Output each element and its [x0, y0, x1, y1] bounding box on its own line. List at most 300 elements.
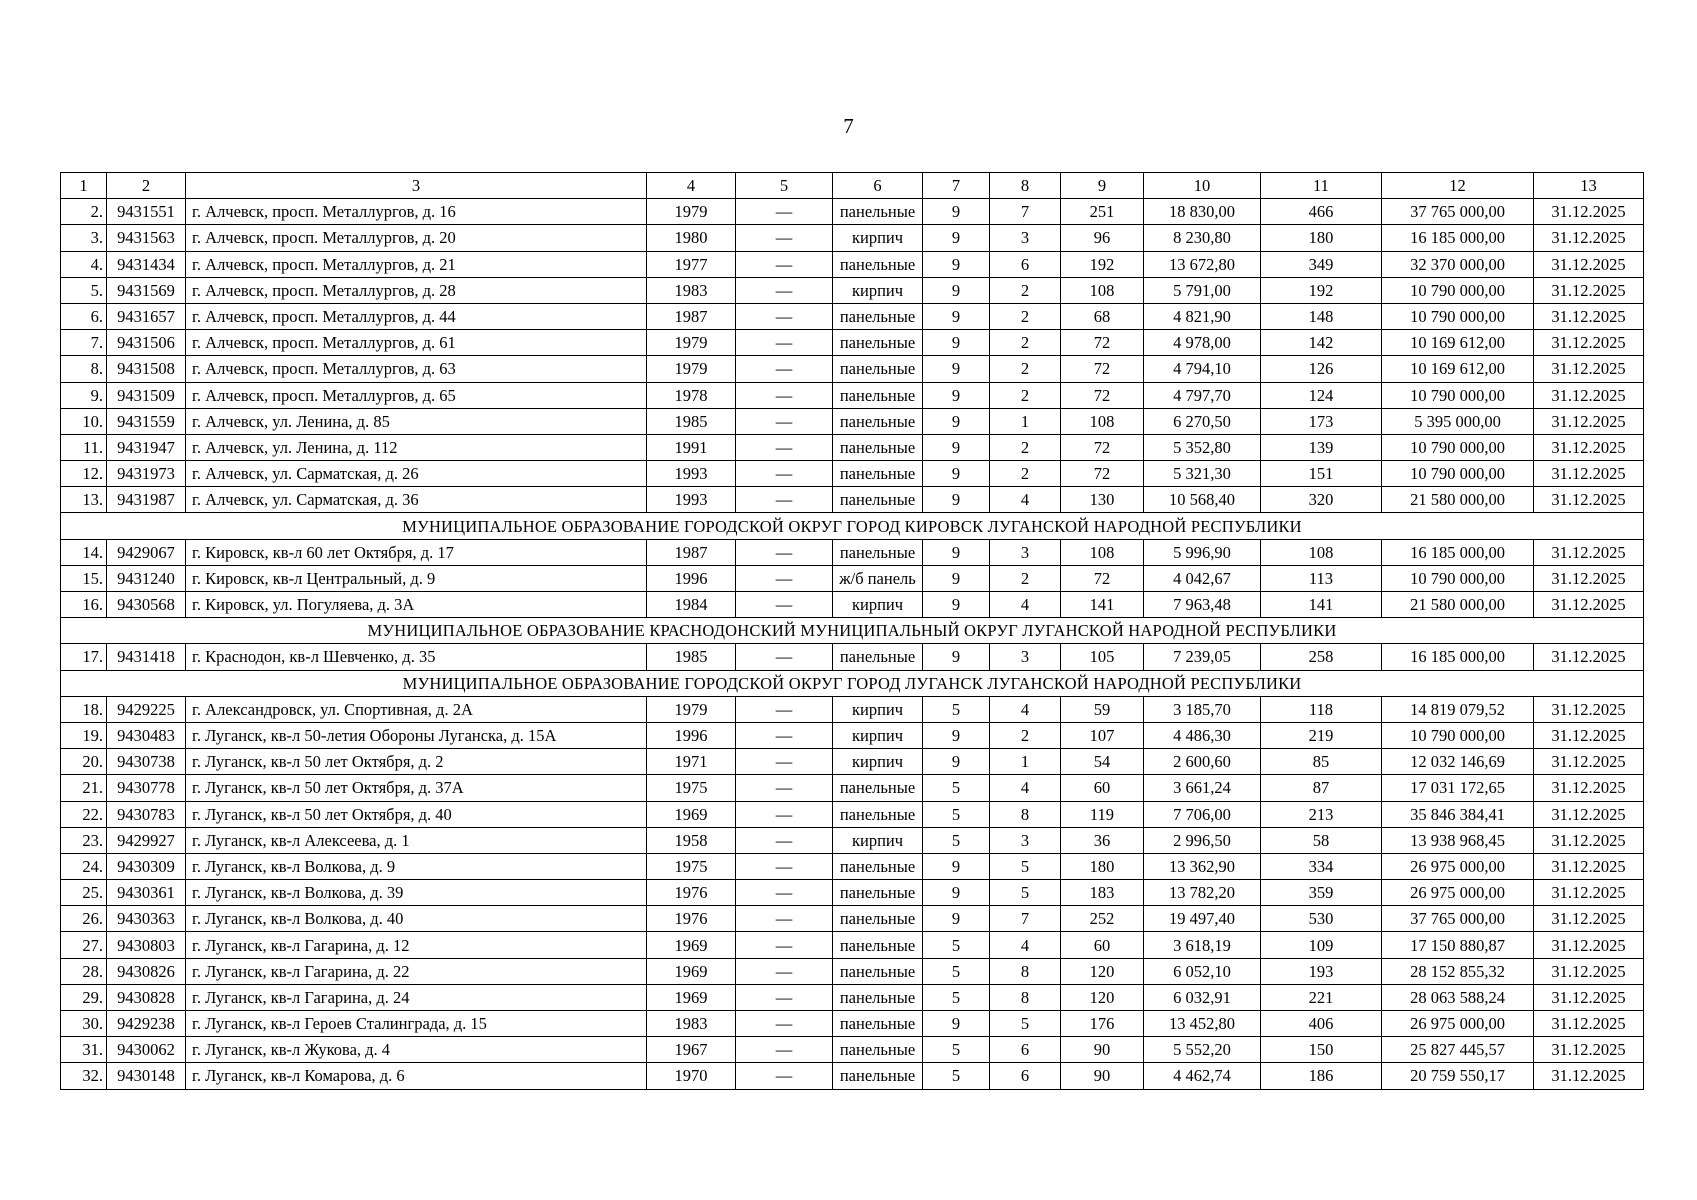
cell-col-5-dash: —	[736, 801, 833, 827]
cell-area: 2 996,50	[1144, 827, 1261, 853]
cell-year-built: 1979	[647, 330, 736, 356]
cell-entrances: 7	[990, 199, 1061, 225]
cell-entrances: 6	[990, 1037, 1061, 1063]
column-header-5: 5	[736, 173, 833, 199]
cell-address: г. Алчевск, просп. Металлургов, д. 61	[186, 330, 647, 356]
table-row	[61, 592, 1644, 618]
cell-entrances: 2	[990, 356, 1061, 382]
cell-deadline: 31.12.2025	[1534, 330, 1644, 356]
section-row	[61, 670, 1644, 696]
cell-cost: 16 185 000,00	[1382, 644, 1534, 670]
cell-address: г. Луганск, кв-л Волкова, д. 39	[186, 880, 647, 906]
cell-entrances: 1	[990, 749, 1061, 775]
cell-area: 4 797,70	[1144, 382, 1261, 408]
cell-deadline: 31.12.2025	[1534, 644, 1644, 670]
cell-cost: 12 032 146,69	[1382, 749, 1534, 775]
cell-residents: 219	[1261, 722, 1382, 748]
table-row	[61, 199, 1644, 225]
cell-deadline: 31.12.2025	[1534, 565, 1644, 591]
cell-col-5-dash: —	[736, 277, 833, 303]
section-title: МУНИЦИПАЛЬНОЕ ОБРАЗОВАНИЕ КРАСНОДОНСКИЙ МУНИЦИПАЛЬНЫЙ ОКРУГ ЛУГАНСКОЙ НАРОДНОЙ РЕСПУБЛИКИ	[61, 618, 1644, 644]
cell-address: г. Алчевск, просп. Металлургов, д. 63	[186, 356, 647, 382]
cell-cost: 21 580 000,00	[1382, 487, 1534, 513]
table-row	[61, 434, 1644, 460]
cell-wall-material: панельные	[833, 880, 923, 906]
cell-object-id: 9431559	[107, 408, 186, 434]
cell-entrances: 2	[990, 330, 1061, 356]
cell-apartments: 108	[1061, 408, 1144, 434]
cell-apartments: 176	[1061, 1011, 1144, 1037]
cell-deadline: 31.12.2025	[1534, 853, 1644, 879]
cell-col-5-dash: —	[736, 434, 833, 460]
cell-object-id: 9430361	[107, 880, 186, 906]
cell-col-5-dash: —	[736, 775, 833, 801]
cell-area: 7 239,05	[1144, 644, 1261, 670]
cell-address: г. Алчевск, просп. Металлургов, д. 28	[186, 277, 647, 303]
cell-deadline: 31.12.2025	[1534, 749, 1644, 775]
cell-cost: 21 580 000,00	[1382, 592, 1534, 618]
cell-floors: 5	[923, 984, 990, 1010]
cell-apartments: 60	[1061, 932, 1144, 958]
section-row	[61, 618, 1644, 644]
cell-entrances: 3	[990, 539, 1061, 565]
cell-row-number: 8.	[61, 356, 107, 382]
cell-col-5-dash: —	[736, 382, 833, 408]
cell-apartments: 141	[1061, 592, 1144, 618]
column-header-11: 11	[1261, 173, 1382, 199]
cell-residents: 118	[1261, 696, 1382, 722]
cell-wall-material: панельные	[833, 984, 923, 1010]
cell-wall-material: кирпич	[833, 722, 923, 748]
cell-row-number: 12.	[61, 461, 107, 487]
cell-residents: 113	[1261, 565, 1382, 591]
cell-address: г. Луганск, кв-л Героев Сталинграда, д. 15	[186, 1011, 647, 1037]
cell-row-number: 19.	[61, 722, 107, 748]
cell-entrances: 2	[990, 382, 1061, 408]
cell-row-number: 11.	[61, 434, 107, 460]
cell-area: 6 052,10	[1144, 958, 1261, 984]
cell-address: г. Алчевск, просп. Металлургов, д. 21	[186, 251, 647, 277]
cell-year-built: 1969	[647, 984, 736, 1010]
cell-area: 4 042,67	[1144, 565, 1261, 591]
cell-row-number: 23.	[61, 827, 107, 853]
cell-residents: 349	[1261, 251, 1382, 277]
cell-floors: 9	[923, 749, 990, 775]
cell-col-5-dash: —	[736, 984, 833, 1010]
cell-apartments: 252	[1061, 906, 1144, 932]
cell-col-5-dash: —	[736, 199, 833, 225]
cell-floors: 9	[923, 199, 990, 225]
cell-residents: 58	[1261, 827, 1382, 853]
cell-wall-material: кирпич	[833, 696, 923, 722]
cell-deadline: 31.12.2025	[1534, 277, 1644, 303]
cell-entrances: 2	[990, 434, 1061, 460]
cell-area: 4 978,00	[1144, 330, 1261, 356]
cell-cost: 20 759 550,17	[1382, 1063, 1534, 1089]
cell-deadline: 31.12.2025	[1534, 199, 1644, 225]
table-row	[61, 853, 1644, 879]
cell-col-5-dash: —	[736, 1011, 833, 1037]
cell-object-id: 9430826	[107, 958, 186, 984]
cell-residents: 466	[1261, 199, 1382, 225]
cell-cost: 10 790 000,00	[1382, 382, 1534, 408]
cell-apartments: 183	[1061, 880, 1144, 906]
cell-residents: 139	[1261, 434, 1382, 460]
cell-deadline: 31.12.2025	[1534, 984, 1644, 1010]
cell-address: г. Луганск, кв-л Гагарина, д. 22	[186, 958, 647, 984]
cell-address: г. Луганск, кв-л Волкова, д. 40	[186, 906, 647, 932]
cell-entrances: 3	[990, 644, 1061, 670]
cell-object-id: 9430363	[107, 906, 186, 932]
section-title: МУНИЦИПАЛЬНОЕ ОБРАЗОВАНИЕ ГОРОДСКОЙ ОКРУГ ГОРОД ЛУГАНСК ЛУГАНСКОЙ НАРОДНОЙ РЕСПУБЛИКИ	[61, 670, 1644, 696]
cell-apartments: 54	[1061, 749, 1144, 775]
cell-wall-material: панельные	[833, 356, 923, 382]
cell-year-built: 1983	[647, 1011, 736, 1037]
cell-col-5-dash: —	[736, 330, 833, 356]
cell-floors: 9	[923, 356, 990, 382]
cell-object-id: 9431569	[107, 277, 186, 303]
cell-area: 4 486,30	[1144, 722, 1261, 748]
cell-deadline: 31.12.2025	[1534, 461, 1644, 487]
cell-floors: 9	[923, 277, 990, 303]
cell-year-built: 1985	[647, 644, 736, 670]
cell-object-id: 9431973	[107, 461, 186, 487]
cell-residents: 148	[1261, 303, 1382, 329]
table-row	[61, 749, 1644, 775]
cell-area: 4 821,90	[1144, 303, 1261, 329]
cell-row-number: 21.	[61, 775, 107, 801]
cell-entrances: 2	[990, 461, 1061, 487]
cell-cost: 37 765 000,00	[1382, 199, 1534, 225]
cell-cost: 26 975 000,00	[1382, 1011, 1534, 1037]
cell-wall-material: панельные	[833, 461, 923, 487]
cell-residents: 108	[1261, 539, 1382, 565]
cell-deadline: 31.12.2025	[1534, 487, 1644, 513]
cell-cost: 10 790 000,00	[1382, 277, 1534, 303]
cell-row-number: 3.	[61, 225, 107, 251]
cell-row-number: 28.	[61, 958, 107, 984]
table-row	[61, 1011, 1644, 1037]
cell-year-built: 1967	[647, 1037, 736, 1063]
housing-table	[60, 172, 1644, 1090]
cell-deadline: 31.12.2025	[1534, 408, 1644, 434]
cell-deadline: 31.12.2025	[1534, 1037, 1644, 1063]
cell-address: г. Луганск, кв-л Гагарина, д. 12	[186, 932, 647, 958]
column-header-10: 10	[1144, 173, 1261, 199]
cell-residents: 142	[1261, 330, 1382, 356]
cell-cost: 16 185 000,00	[1382, 539, 1534, 565]
table-row	[61, 408, 1644, 434]
cell-deadline: 31.12.2025	[1534, 592, 1644, 618]
cell-wall-material: панельные	[833, 853, 923, 879]
cell-residents: 126	[1261, 356, 1382, 382]
cell-cost: 28 063 588,24	[1382, 984, 1534, 1010]
cell-row-number: 22.	[61, 801, 107, 827]
cell-col-5-dash: —	[736, 853, 833, 879]
cell-apartments: 36	[1061, 827, 1144, 853]
cell-wall-material: панельные	[833, 801, 923, 827]
table-row	[61, 801, 1644, 827]
cell-year-built: 1958	[647, 827, 736, 853]
cell-wall-material: ж/б панель	[833, 565, 923, 591]
cell-cost: 5 395 000,00	[1382, 408, 1534, 434]
cell-wall-material: панельные	[833, 330, 923, 356]
table-row	[61, 487, 1644, 513]
cell-object-id: 9430483	[107, 722, 186, 748]
cell-area: 10 568,40	[1144, 487, 1261, 513]
table-row	[61, 1063, 1644, 1089]
cell-cost: 10 790 000,00	[1382, 565, 1534, 591]
column-header-1: 1	[61, 173, 107, 199]
cell-cost: 17 031 172,65	[1382, 775, 1534, 801]
column-header-4: 4	[647, 173, 736, 199]
cell-entrances: 5	[990, 1011, 1061, 1037]
cell-apartments: 72	[1061, 330, 1144, 356]
cell-area: 2 600,60	[1144, 749, 1261, 775]
cell-residents: 320	[1261, 487, 1382, 513]
cell-area: 6 270,50	[1144, 408, 1261, 434]
cell-object-id: 9431657	[107, 303, 186, 329]
cell-wall-material: панельные	[833, 539, 923, 565]
table-row	[61, 565, 1644, 591]
cell-row-number: 14.	[61, 539, 107, 565]
cell-area: 13 452,80	[1144, 1011, 1261, 1037]
cell-year-built: 1976	[647, 880, 736, 906]
cell-entrances: 8	[990, 984, 1061, 1010]
cell-wall-material: панельные	[833, 382, 923, 408]
cell-apartments: 72	[1061, 382, 1144, 408]
cell-wall-material: кирпич	[833, 277, 923, 303]
cell-object-id: 9430783	[107, 801, 186, 827]
cell-apartments: 59	[1061, 696, 1144, 722]
cell-floors: 5	[923, 827, 990, 853]
cell-row-number: 15.	[61, 565, 107, 591]
cell-area: 7 963,48	[1144, 592, 1261, 618]
cell-apartments: 96	[1061, 225, 1144, 251]
table-row	[61, 277, 1644, 303]
cell-area: 13 782,20	[1144, 880, 1261, 906]
cell-col-5-dash: —	[736, 696, 833, 722]
cell-deadline: 31.12.2025	[1534, 251, 1644, 277]
cell-floors: 5	[923, 775, 990, 801]
cell-cost: 14 819 079,52	[1382, 696, 1534, 722]
cell-address: г. Луганск, кв-л Комарова, д. 6	[186, 1063, 647, 1089]
cell-cost: 10 790 000,00	[1382, 303, 1534, 329]
cell-cost: 13 938 968,45	[1382, 827, 1534, 853]
section-title: МУНИЦИПАЛЬНОЕ ОБРАЗОВАНИЕ ГОРОДСКОЙ ОКРУГ ГОРОД КИРОВСК ЛУГАНСКОЙ НАРОДНОЙ РЕСПУБЛИКИ	[61, 513, 1644, 539]
cell-year-built: 1996	[647, 565, 736, 591]
cell-floors: 9	[923, 434, 990, 460]
cell-deadline: 31.12.2025	[1534, 539, 1644, 565]
cell-address: г. Алчевск, просп. Металлургов, д. 20	[186, 225, 647, 251]
cell-wall-material: панельные	[833, 906, 923, 932]
cell-year-built: 1985	[647, 408, 736, 434]
cell-wall-material: кирпич	[833, 225, 923, 251]
cell-address: г. Алчевск, ул. Ленина, д. 85	[186, 408, 647, 434]
cell-address: г. Алчевск, ул. Ленина, д. 112	[186, 434, 647, 460]
cell-entrances: 7	[990, 906, 1061, 932]
cell-row-number: 16.	[61, 592, 107, 618]
cell-address: г. Алчевск, просп. Металлургов, д. 16	[186, 199, 647, 225]
cell-floors: 5	[923, 696, 990, 722]
cell-col-5-dash: —	[736, 827, 833, 853]
cell-year-built: 1975	[647, 853, 736, 879]
cell-address: г. Луганск, кв-л 50 лет Октября, д. 40	[186, 801, 647, 827]
cell-deadline: 31.12.2025	[1534, 356, 1644, 382]
cell-residents: 334	[1261, 853, 1382, 879]
cell-year-built: 1983	[647, 277, 736, 303]
cell-entrances: 4	[990, 775, 1061, 801]
cell-year-built: 1977	[647, 251, 736, 277]
table-row	[61, 775, 1644, 801]
table-row	[61, 251, 1644, 277]
cell-col-5-dash: —	[736, 251, 833, 277]
cell-object-id: 9430148	[107, 1063, 186, 1089]
cell-deadline: 31.12.2025	[1534, 932, 1644, 958]
cell-area: 7 706,00	[1144, 801, 1261, 827]
cell-cost: 10 169 612,00	[1382, 330, 1534, 356]
cell-year-built: 1979	[647, 696, 736, 722]
cell-object-id: 9429225	[107, 696, 186, 722]
cell-year-built: 1976	[647, 906, 736, 932]
cell-apartments: 251	[1061, 199, 1144, 225]
cell-wall-material: панельные	[833, 487, 923, 513]
cell-residents: 258	[1261, 644, 1382, 670]
cell-col-5-dash: —	[736, 722, 833, 748]
cell-apartments: 108	[1061, 539, 1144, 565]
cell-wall-material: кирпич	[833, 749, 923, 775]
cell-floors: 5	[923, 1037, 990, 1063]
cell-col-5-dash: —	[736, 958, 833, 984]
cell-wall-material: панельные	[833, 1063, 923, 1089]
cell-floors: 9	[923, 539, 990, 565]
cell-wall-material: панельные	[833, 251, 923, 277]
cell-row-number: 18.	[61, 696, 107, 722]
cell-floors: 9	[923, 1011, 990, 1037]
cell-floors: 9	[923, 225, 990, 251]
cell-apartments: 192	[1061, 251, 1144, 277]
cell-year-built: 1993	[647, 461, 736, 487]
cell-year-built: 1979	[647, 199, 736, 225]
cell-floors: 9	[923, 382, 990, 408]
table-row	[61, 906, 1644, 932]
cell-deadline: 31.12.2025	[1534, 827, 1644, 853]
cell-apartments: 120	[1061, 958, 1144, 984]
cell-entrances: 4	[990, 487, 1061, 513]
cell-apartments: 68	[1061, 303, 1144, 329]
cell-apartments: 72	[1061, 356, 1144, 382]
cell-col-5-dash: —	[736, 1063, 833, 1089]
cell-area: 5 996,90	[1144, 539, 1261, 565]
cell-address: г. Луганск, кв-л Алексеева, д. 1	[186, 827, 647, 853]
cell-row-number: 30.	[61, 1011, 107, 1037]
cell-entrances: 6	[990, 251, 1061, 277]
cell-floors: 9	[923, 880, 990, 906]
cell-wall-material: панельные	[833, 932, 923, 958]
cell-area: 18 830,00	[1144, 199, 1261, 225]
cell-floors: 9	[923, 461, 990, 487]
cell-area: 3 185,70	[1144, 696, 1261, 722]
table-row	[61, 225, 1644, 251]
cell-row-number: 2.	[61, 199, 107, 225]
cell-entrances: 2	[990, 277, 1061, 303]
column-header-3: 3	[186, 173, 647, 199]
table-row	[61, 696, 1644, 722]
cell-object-id: 9431509	[107, 382, 186, 408]
cell-deadline: 31.12.2025	[1534, 1011, 1644, 1037]
cell-deadline: 31.12.2025	[1534, 801, 1644, 827]
cell-address: г. Луганск, кв-л 50 лет Октября, д. 2	[186, 749, 647, 775]
cell-residents: 85	[1261, 749, 1382, 775]
cell-apartments: 90	[1061, 1063, 1144, 1089]
cell-object-id: 9430062	[107, 1037, 186, 1063]
cell-residents: 213	[1261, 801, 1382, 827]
cell-deadline: 31.12.2025	[1534, 303, 1644, 329]
cell-row-number: 32.	[61, 1063, 107, 1089]
cell-year-built: 1987	[647, 539, 736, 565]
cell-wall-material: панельные	[833, 644, 923, 670]
table-header-row	[61, 173, 1644, 199]
cell-row-number: 9.	[61, 382, 107, 408]
cell-object-id: 9430828	[107, 984, 186, 1010]
table-row	[61, 539, 1644, 565]
cell-floors: 9	[923, 644, 990, 670]
cell-year-built: 1978	[647, 382, 736, 408]
table-row	[61, 722, 1644, 748]
cell-year-built: 1991	[647, 434, 736, 460]
cell-apartments: 72	[1061, 461, 1144, 487]
cell-apartments: 108	[1061, 277, 1144, 303]
cell-deadline: 31.12.2025	[1534, 722, 1644, 748]
cell-row-number: 5.	[61, 277, 107, 303]
cell-object-id: 9430738	[107, 749, 186, 775]
cell-col-5-dash: —	[736, 565, 833, 591]
cell-year-built: 1969	[647, 958, 736, 984]
cell-year-built: 1993	[647, 487, 736, 513]
table-row	[61, 382, 1644, 408]
cell-col-5-dash: —	[736, 880, 833, 906]
cell-cost: 10 790 000,00	[1382, 461, 1534, 487]
cell-area: 6 032,91	[1144, 984, 1261, 1010]
cell-object-id: 9431508	[107, 356, 186, 382]
cell-floors: 9	[923, 303, 990, 329]
table-row	[61, 984, 1644, 1010]
cell-area: 13 362,90	[1144, 853, 1261, 879]
cell-floors: 9	[923, 487, 990, 513]
cell-entrances: 2	[990, 565, 1061, 591]
cell-wall-material: панельные	[833, 408, 923, 434]
cell-floors: 5	[923, 801, 990, 827]
cell-object-id: 9431418	[107, 644, 186, 670]
cell-area: 3 618,19	[1144, 932, 1261, 958]
cell-wall-material: панельные	[833, 958, 923, 984]
cell-col-5-dash: —	[736, 644, 833, 670]
cell-row-number: 4.	[61, 251, 107, 277]
cell-cost: 26 975 000,00	[1382, 880, 1534, 906]
cell-floors: 5	[923, 932, 990, 958]
table-row	[61, 932, 1644, 958]
cell-entrances: 6	[990, 1063, 1061, 1089]
cell-object-id: 9430568	[107, 592, 186, 618]
cell-col-5-dash: —	[736, 487, 833, 513]
cell-wall-material: панельные	[833, 434, 923, 460]
cell-year-built: 1984	[647, 592, 736, 618]
cell-entrances: 5	[990, 853, 1061, 879]
column-header-7: 7	[923, 173, 990, 199]
table-row	[61, 356, 1644, 382]
table-row	[61, 1037, 1644, 1063]
cell-floors: 5	[923, 958, 990, 984]
